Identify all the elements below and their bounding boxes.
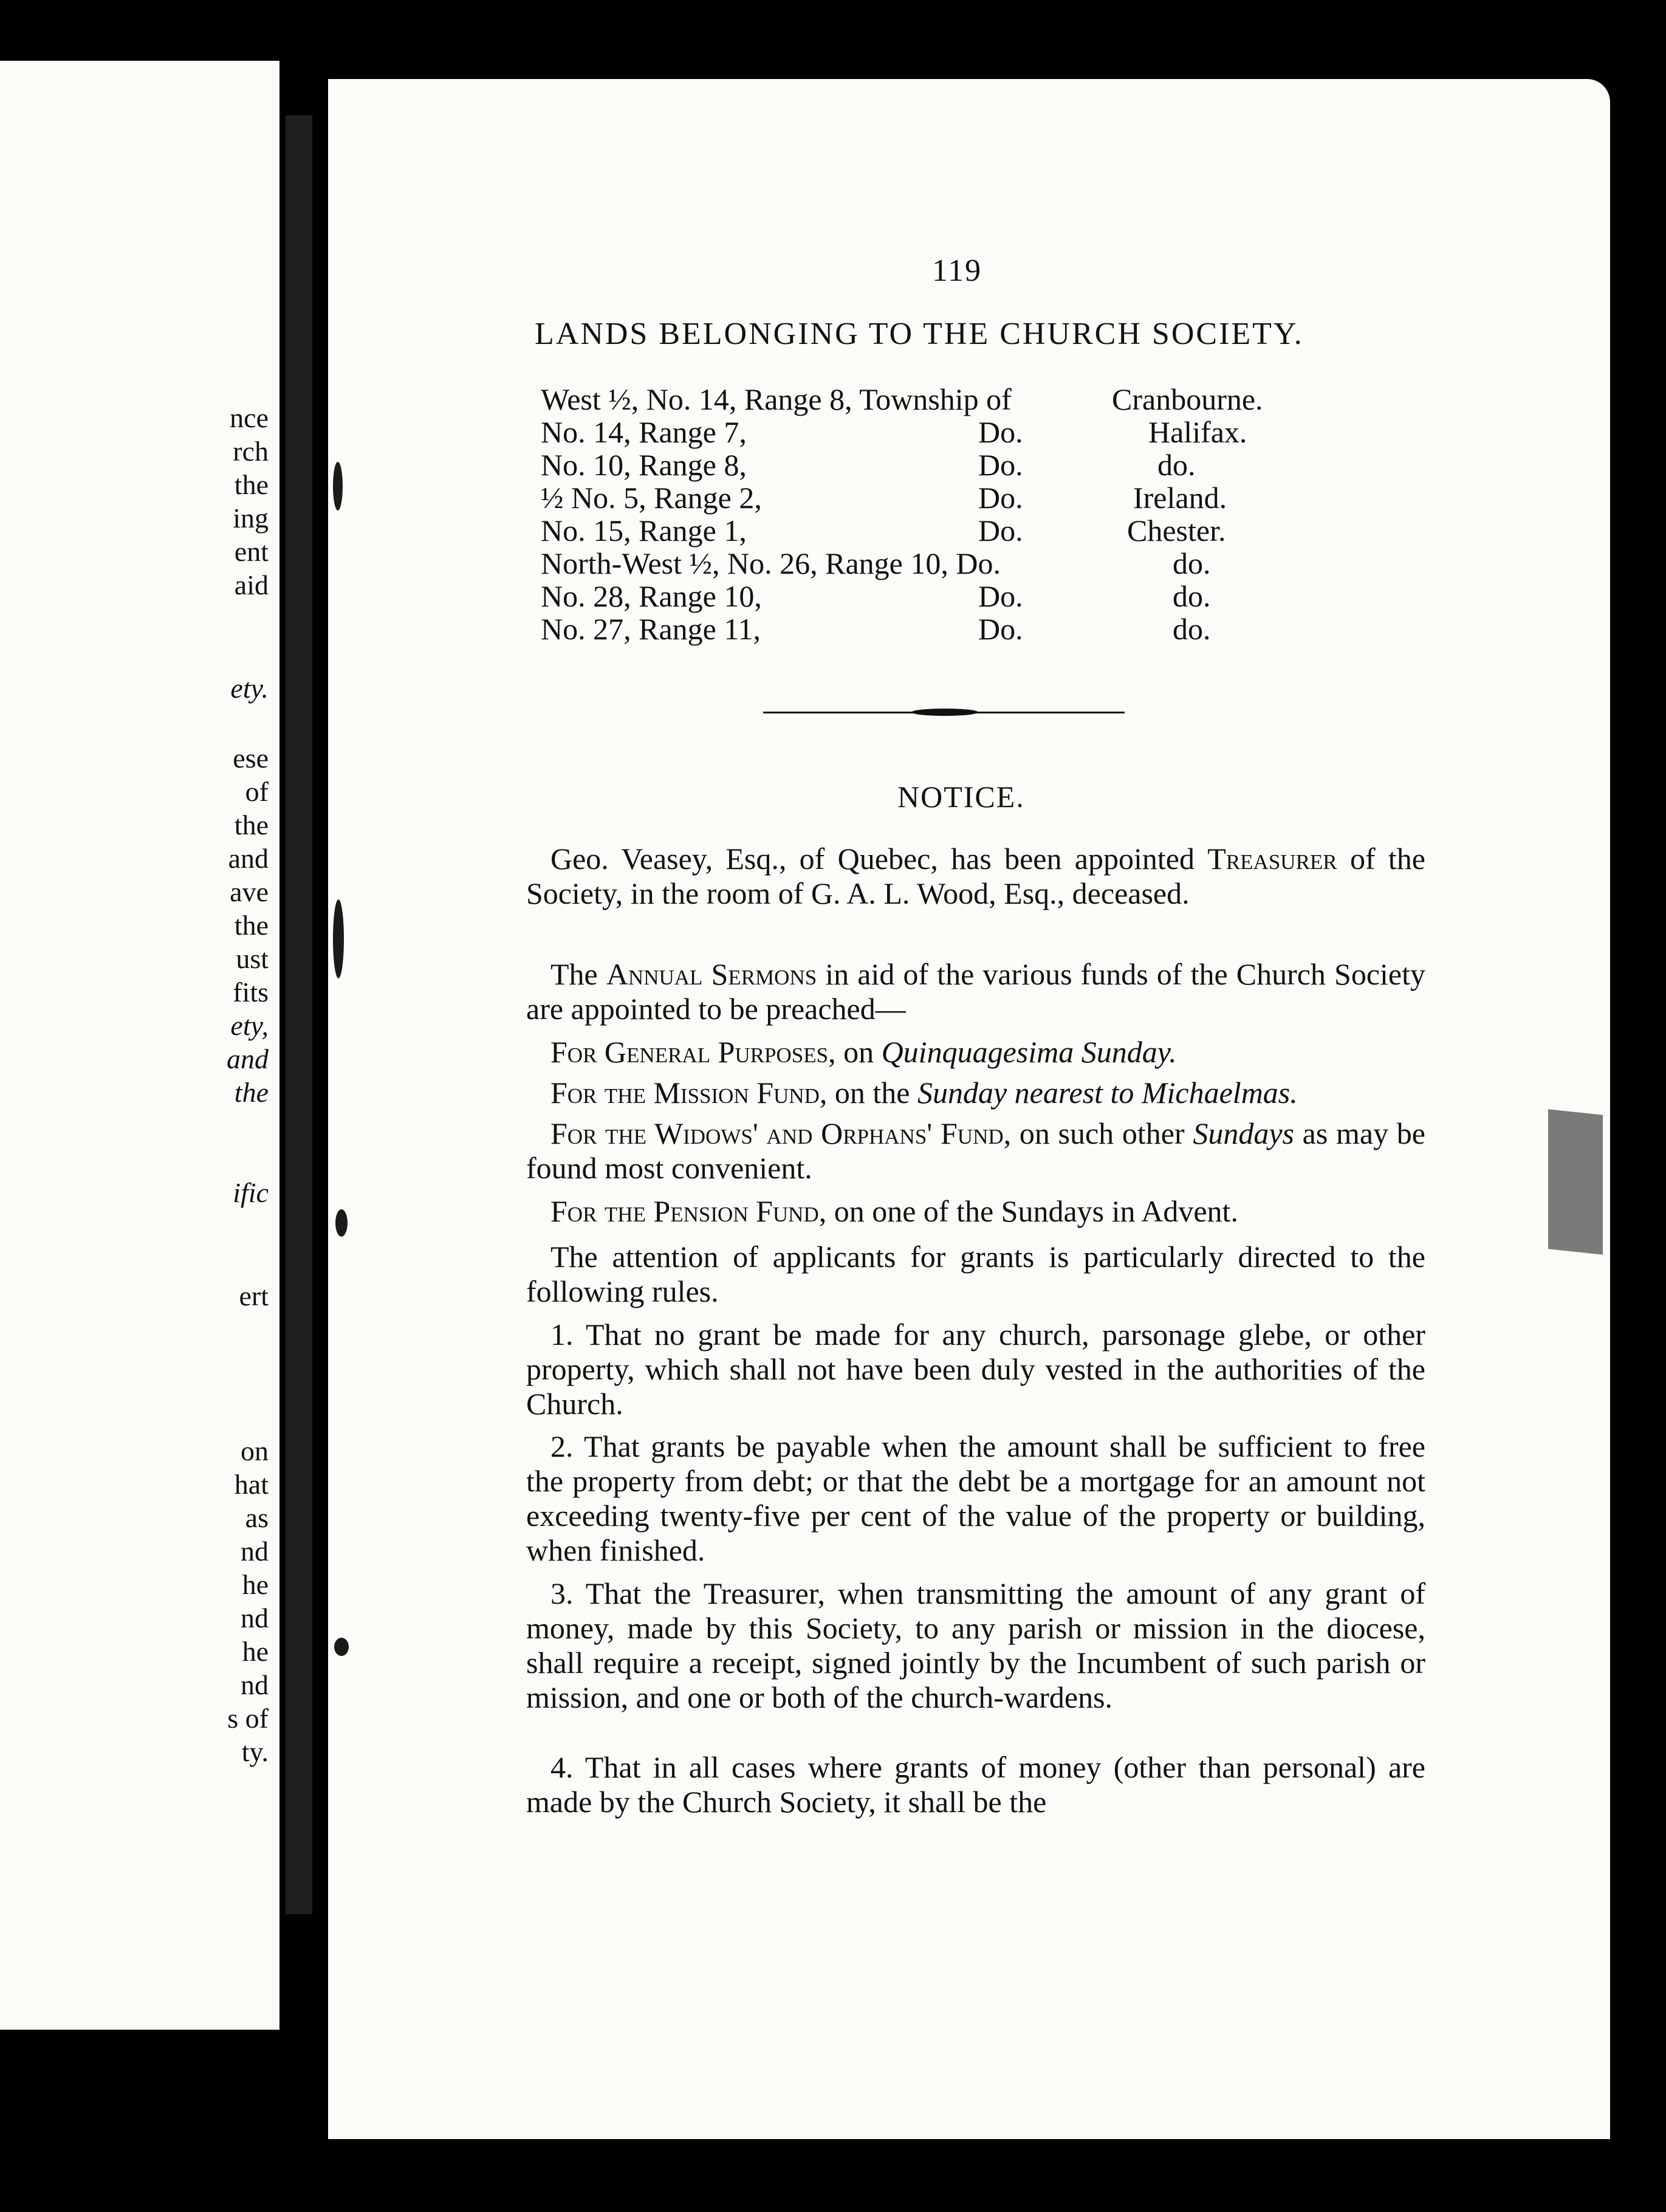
left-fragment: nd bbox=[241, 1536, 269, 1567]
lands-place: do. bbox=[1173, 546, 1211, 580]
fund-date: Quinquagesima Sunday. bbox=[881, 1035, 1177, 1069]
lands-do: Do. bbox=[978, 579, 1023, 613]
rule-3 bbox=[526, 1576, 1425, 1715]
left-fragment: and bbox=[228, 843, 269, 874]
page-edge-tab bbox=[1548, 1109, 1603, 1254]
fund-name: For the Mission Fund bbox=[550, 1076, 820, 1110]
stitch-mark bbox=[334, 1638, 349, 1656]
left-fragment: s of bbox=[227, 1703, 269, 1734]
left-fragment: the bbox=[234, 1077, 269, 1108]
lands-lot: North-West ½, No. 26, Range 10, Do. bbox=[541, 546, 1001, 580]
lands-do: Do. bbox=[978, 612, 1023, 646]
left-fragment: nd bbox=[241, 1669, 269, 1700]
lands-place: Ireland. bbox=[1133, 481, 1227, 515]
notice-text: , on bbox=[828, 1035, 882, 1069]
lands-place: do. bbox=[1173, 612, 1211, 646]
left-fragment: ent bbox=[234, 536, 269, 567]
notice-text: , on the bbox=[819, 1076, 917, 1110]
notice-text: Geo. Veasey, Esq., of Quebec, has been appointed bbox=[550, 842, 1208, 876]
left-fragment: hat bbox=[234, 1469, 269, 1500]
left-fragment: of bbox=[245, 776, 269, 807]
left-fragment: on bbox=[241, 1435, 269, 1466]
rule-4 bbox=[526, 1750, 1425, 1819]
left-fragment: rch bbox=[233, 436, 269, 467]
stitch-mark bbox=[335, 1209, 348, 1237]
left-fragment: fits bbox=[233, 977, 269, 1008]
binding-shadow bbox=[286, 115, 312, 1914]
left-fragment: ty. bbox=[241, 1736, 269, 1767]
fund-date: Sundays bbox=[1193, 1116, 1294, 1150]
lands-do: Do. bbox=[978, 514, 1023, 548]
lands-place: do. bbox=[1173, 579, 1211, 613]
notice-text: of the Society, in the room of G. A. L. Wood, Esq., deceased. bbox=[526, 842, 1425, 910]
fund-name: For the Widows' and Orphans' Fund bbox=[550, 1116, 1004, 1150]
rule-text: 4. That in all cases where grants of money (other than personal) are made by the Church Society, it shall be the bbox=[526, 1750, 1425, 1819]
page-number: 119 bbox=[932, 253, 982, 288]
left-fragment: ave bbox=[230, 876, 269, 907]
fund-mission bbox=[526, 1076, 1425, 1110]
lands-lot: West ½, No. 14, Range 8, Township of bbox=[541, 382, 1012, 416]
lands-do: Do. bbox=[978, 415, 1023, 449]
lands-lot: No. 27, Range 11, bbox=[541, 612, 761, 646]
lands-heading: LANDS BELONGING TO THE CHURCH SOCIETY. bbox=[535, 317, 1304, 351]
fund-widows bbox=[526, 1116, 1425, 1186]
left-fragment: and bbox=[227, 1043, 269, 1074]
notice-smallcaps: Treasurer bbox=[1207, 842, 1337, 876]
lands-lot: ½ No. 5, Range 2, bbox=[541, 481, 762, 515]
left-page bbox=[0, 61, 279, 2030]
lands-place: Chester. bbox=[1127, 514, 1226, 548]
notice-text: The attention of applicants for grants is particularly directed to the following rules. bbox=[526, 1240, 1425, 1308]
left-fragment: the bbox=[234, 809, 269, 840]
left-fragment: ific bbox=[233, 1177, 269, 1208]
fund-name: For General Purposes bbox=[550, 1035, 829, 1069]
notice-text: as may be found most convenient. bbox=[526, 1116, 1425, 1185]
notice-title: NOTICE. bbox=[897, 780, 1025, 814]
notice-smallcaps: Annual Sermons bbox=[606, 957, 817, 991]
left-fragment: ert bbox=[239, 1280, 269, 1311]
left-fragment: he bbox=[242, 1569, 269, 1600]
rule-1 bbox=[526, 1317, 1425, 1421]
lands-lot: No. 15, Range 1, bbox=[541, 514, 747, 548]
fund-date: Sunday nearest to Michaelmas. bbox=[917, 1076, 1298, 1110]
left-fragment: ety, bbox=[230, 1010, 269, 1041]
section-rule-swell bbox=[911, 709, 978, 716]
fund-name: For the Pension Fund bbox=[550, 1194, 819, 1228]
lands-place: do. bbox=[1157, 448, 1196, 482]
lands-lot: No. 28, Range 10, bbox=[541, 579, 762, 613]
rule-text: 3. That the Treasurer, when transmitting the amount of any grant of money, made by this Society, to any parish or mission in the diocese, shall require a receipt, signed jointly by the Incumbent of such parish or mission, and one or both of the church-wardens. bbox=[526, 1576, 1425, 1714]
fund-general bbox=[526, 1035, 1425, 1070]
left-fragment: ust bbox=[236, 943, 269, 974]
left-fragment: ety. bbox=[230, 673, 269, 704]
rule-text: 1. That no grant be made for any church, parsonage glebe, or other property, which shall not have been duly vested in the authorities of the Church. bbox=[526, 1317, 1425, 1421]
left-fragment: he bbox=[242, 1636, 269, 1667]
notice-paragraph bbox=[526, 842, 1425, 911]
lands-do: Do. bbox=[978, 481, 1023, 515]
notice-text: , on one of the Sundays in Advent. bbox=[818, 1194, 1238, 1228]
left-fragment: as bbox=[245, 1502, 269, 1533]
notice-text: The bbox=[550, 957, 606, 991]
attention-paragraph bbox=[526, 1240, 1425, 1309]
rule-2 bbox=[526, 1429, 1425, 1568]
lands-place: Halifax. bbox=[1148, 415, 1247, 449]
rule-text: 2. That grants be payable when the amount shall be sufficient to free the property from debt; or that the debt be a mortgage for an amount not exceeding twenty-five per cent of the value of the property or building, when finished. bbox=[526, 1429, 1425, 1567]
lands-do: Do. bbox=[978, 448, 1023, 482]
notice-text: , on such other bbox=[1003, 1116, 1193, 1150]
left-fragment: the bbox=[234, 469, 269, 500]
left-fragment: aid bbox=[234, 569, 269, 600]
lands-lot: No. 14, Range 7, bbox=[541, 415, 747, 449]
left-fragment: nce bbox=[230, 402, 269, 433]
left-fragment: nd bbox=[241, 1602, 269, 1633]
stitch-mark bbox=[333, 462, 343, 510]
left-fragment: ese bbox=[233, 743, 269, 774]
left-fragment: the bbox=[234, 910, 269, 941]
lands-lot: No. 10, Range 8, bbox=[541, 448, 747, 482]
notice-text: in aid of the various funds of the Church Society are appointed to be preached— bbox=[526, 957, 1425, 1026]
lands-place: Cranbourne. bbox=[1112, 382, 1263, 416]
stitch-mark bbox=[333, 899, 344, 978]
fund-pension bbox=[526, 1194, 1425, 1229]
sermons-paragraph bbox=[526, 957, 1425, 1026]
left-fragment: ing bbox=[233, 503, 269, 534]
